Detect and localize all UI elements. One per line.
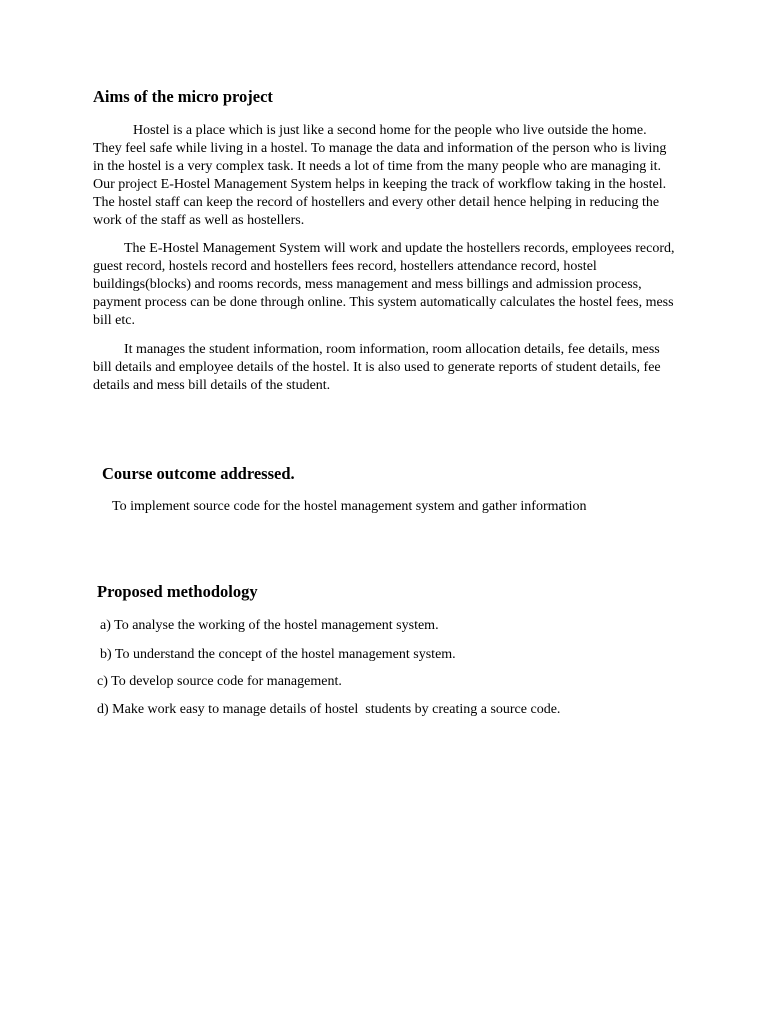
- methodology-heading: Proposed methodology: [97, 582, 258, 601]
- methodology-item-a: a) To analyse the working of the hostel management system.: [100, 618, 439, 633]
- methodology-item-c: c) To develop source code for management.: [97, 674, 342, 689]
- course-outcome-text: To implement source code for the hostel management system and gather information: [112, 499, 587, 514]
- aims-paragraph-3: It manages the student information, room information, room allocation details, fee details, mess bill details and employee details of the hostel. It is also used to generate reports of student details, fee details and mess bill details of the student.: [93, 342, 661, 393]
- course-outcome-heading: Course outcome addressed.: [102, 464, 295, 483]
- methodology-item-d: d) Make work easy to manage details of hostel students by creating a source code.: [97, 702, 561, 717]
- aims-paragraph-1: Hostel is a place which is just like a second home for the people who live outside the home. They feel safe while living in a hostel. To manage the data and information of the person who is living in the hostel is a very complex task. It needs a lot of time from the many people who are managing it. Our project E-Hostel Management System helps in keeping the track of workflow taking in the hostel. The hostel staff can keep the record of hostellers and every other detail hence helping in reducing the work of the staff as well as hostellers.: [93, 123, 667, 228]
- aims-paragraph-2: The E-Hostel Management System will work and update the hostellers records, employees record, guest record, hostels record and hostellers fees record, hostellers attendance record, hostel buildings(blocks) and rooms records, mess management and mess billings and admission process, payment process can be done through online. This system automatically calculates the hostel fees, mess bill etc.: [93, 241, 675, 328]
- methodology-item-b: b) To understand the concept of the hostel management system.: [100, 647, 456, 662]
- aims-heading: Aims of the micro project: [93, 87, 273, 106]
